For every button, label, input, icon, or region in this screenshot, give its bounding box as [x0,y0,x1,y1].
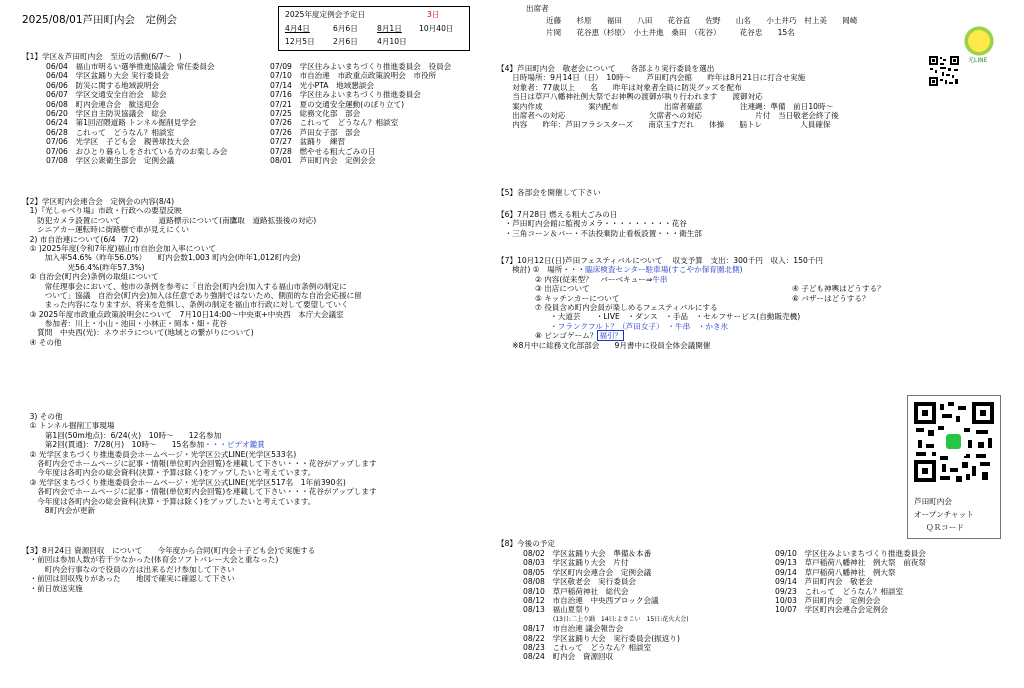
section-7 [497,256,885,350]
text-line: ① トンネル掘削工事現場 [22,421,115,431]
page-title: 2025/08/01芦田町内会 定例会 [22,14,178,26]
text-line: 質問 中央西(光)：ネウボラについて(地域との繋がりについて) [22,328,254,338]
text-line: ・三角コーン＆バー・不法投棄防止看板設置・・・衛生部 [497,228,702,238]
qr-caption-line: オープンチャット [914,510,974,519]
text-line: ・大道芸 ・LIVE ・ダンス ・手品 ・セルフサービス(自動販売機) [497,312,801,322]
text-span: ⑥ バザーはどうする？ [792,293,870,303]
food-item: ・牛串 [659,321,691,331]
section-4 [497,64,839,130]
section-6-heading: 【6】7月28日 燃える粗大ごみの日 [497,210,618,219]
text-line: 町内会行事なので役員の方は出来るだけ参加して下さい [22,564,235,574]
list-item: 07/16 学区住みよいまちづくり推進委員会 [270,90,421,100]
schedule-date: 2月6日 [333,37,358,46]
text-line: 2) 市自治連について(6/4 7/2) [22,234,139,244]
list-item: 09/14 草戸稲荷八幡神社 例大祭 [775,567,896,577]
schedule-date: 8月1日 [377,24,402,33]
section-3-heading-block [22,546,315,593]
text-line: ② 光学区まちづくり推進委員会ホームページ・光学区公式LINE(光学区533名) [22,449,297,459]
list-item: 08/05 学区町内会連合会 定例会議 [523,567,652,577]
text-line: ⑦ 役員含め町内会員が楽しめるフェスティバルにする [497,302,718,312]
text-line: 光56.4%(昨年57.3%) [22,262,145,272]
list-item: 06/04 福山市明るい選挙推進協議会 常任委員会 [46,62,215,71]
text-line: 加入率54.6%（昨年56.0%） 町内会数1,003 町内会(昨年1,012町内会) [22,253,301,263]
text-line: 常任理事会において、他市の条例を参考に「自治会(町内会)加入する福山市条例の制定に [22,281,347,291]
section-7-heading: 【7】10月12日(日)芦田フェスティバルについて 収支予算 支出：300千円 収入：150千円 [497,256,823,265]
section-1-heading: 【1】学区＆芦田町内会 至近の活動(6/7～ ) [22,52,182,61]
text-line: 案内作成 案内配布 出席者確認 注連縄：準備 前日10時～ [497,101,834,111]
text-line: 内容 昨年：芦田フラシスターズ 南京玉すだれ 体操 脳トレ 人員確保 [497,120,831,130]
list-item: 09/14 芦田町内会 敬老会 [775,577,873,587]
text-line: ・前日放送実施 [22,583,83,593]
list-item: 08/02 学区盆踊り大会 準備＆本番 [523,549,652,558]
text-line [497,284,885,293]
text-line: ③ 2025年度市政重点政策説明会について 7月10日14:00～中央東+中央西 本庁大会議室 [22,309,344,319]
schedule-box [278,6,470,51]
text-line: ① )2025年度(令和7年度)福山市自治会加入率について [22,243,216,253]
schedule-title: 2025年度定例会予定日 [285,10,366,19]
gyukushi-text: 牛串 [652,274,668,284]
text-line: ④ その他 [22,337,62,347]
video-link[interactable]: ・・・ビデオ鑑賞 [204,440,265,450]
list-item: 07/14 光小PTA 地域懇談会 [270,80,375,90]
text-line: 防犯カメラ設置について 道路標示について(南鷹取 道路拡張後の対応) [22,215,317,225]
text-line: 今年度は各町内会の総会資料(決算・予算は除く)をアップしたいと考えています。 [22,468,316,478]
text-line [497,331,885,340]
schedule-date: 4月4日 [285,24,310,33]
section-2 [22,197,362,347]
section-4-heading: 【4】芦田町内会 敬老会について 各部より実行委員を選出 [497,64,715,73]
list-item: 06/20 学区自主防災協議会 総会 [46,108,167,118]
list-item: 08/03 学区盆踊り大会 片付 [523,558,629,568]
openchat-qr-panel [907,395,1001,539]
text-line: 8町内会が更新 [22,505,96,515]
list-item: 07/26 芦田女子部 部会 [270,127,361,137]
section-8-right-list [775,549,926,615]
attendees-row: 片岡 花谷恵（杉原） 小土井進 桑田 （花谷） 花谷忠 15名 [546,28,795,37]
text-line: 各町内会でホームページに記事・情報(単位町内会回覧)を連載して下さい・・・花谷がアップします [22,487,377,497]
list-item: 07/06 光学区 子ども会 親善球技大会 [46,137,190,147]
list-item: 07/28 燃やせる粗大ごみの日 [270,146,376,156]
list-item: 08/08 学区敬老会 実行委員会 [523,577,637,587]
list-item: 06/24 第1回沼隈道路 トンネル掘削見学会 [46,118,197,128]
list-item: 09/13 草戸稲荷八幡神社 例大祭 前夜祭 [775,558,926,568]
text-span: ② 内容(従来型？ バーベキュー⇒ [497,274,653,284]
section-5-heading: 【5】各部会を開催して下さい [497,188,601,197]
text-line: ・前回は回収残りがあった 地図で確実に確認して下さい [22,574,235,584]
list-item: 06/06 防災に関する地域説明会 [46,80,160,90]
section-3-other [22,412,377,515]
text-line: まった内容になりますが、将来を危惧し、条例の制定を福山市行政に対して要望していく [22,300,349,310]
section-1-left-list [46,62,227,165]
text-span: ③ 出店について [497,284,590,294]
list-item: 10/03 芦田町内会 定例会会 [775,595,881,605]
text-line: 各町内会でホームページに記事・情報(単位町内会回覧)を連載して下さい・・・花谷がアップします [22,458,377,468]
schedule-count: 3日 [427,10,440,19]
text-span: 検討) ① 場所・・・ [497,265,586,275]
food-item: ・フランクフルト？（芦田女子） [550,321,660,331]
openchat-qr-code [912,400,996,484]
text-line: 出席者への対応 欠席者への対応 片付 当日敬老会終了後 [497,110,839,120]
list-item: 08/22 学区盆踊り大会 実行委員会(振返り) [523,633,680,643]
text-line: 当日は草戸八幡神社例大祭でお神輿の渡御が執り行われます 渡御対応 [497,92,763,102]
list-item: 07/08 学区公衆衛生部会 定例会議 [46,155,175,165]
text-span: ⑤ キッチンカーについて [497,293,620,303]
list-item: 08/24 町内会 資源回収 [523,652,614,662]
text-line: 対象者：77歳以上 名 昨年は対象者全員に防災グッズを配布 [497,82,742,92]
text-line [497,275,885,284]
festival-note: (13日:二上り踊 14日:よさこい 15日:花火大会) [553,615,689,623]
list-item: 08/17 市自治連 議会報告会 [523,624,624,634]
text-line: ※8月中に総務文化部部会 9月書中に役員全体会議開催 [497,340,711,350]
list-item: 07/25 総務文化部 部会 [270,108,361,118]
text-line: 1)『光しゃべり場』市政・行政への要望反映 [22,206,182,216]
list-item: 07/10 市自治連 市政重点政策説明会 市役所 [270,71,437,81]
text-line: シニアカー運転時に街路樹で車が見えにくい [22,225,189,235]
list-item: 08/13 福山夏祭り [523,605,591,615]
text-line: ② 自治会(町内会)条例の取組について [22,272,159,282]
schedule-date: 4月10日 [377,37,407,46]
gakku-line-logo [962,24,996,58]
list-item: 08/01 芦田町内会 定例会会 [270,155,376,165]
logo-caption: 光LINE [968,57,988,64]
list-item: 10/07 学区町内会連合会定例会 [775,605,889,615]
list-item: 08/10 草戸稲荷神社 総代会 [523,586,629,596]
text-line: 今年度は各町内会の総会資料(決算・予算は除く)をアップしたいと考えています。 [22,496,316,506]
text-line: 3) その他 [22,412,63,421]
openchat-icon [946,434,961,449]
text-line: ・前回は参加人数が若干少なかった(体育会ソフトバレー大会と重なった) [22,555,279,565]
list-item: 06/07 学区交通安全自治会 総会 [46,90,167,100]
food-item: ・かき氷 [690,321,729,331]
qr-caption-line: ＱＲコード [926,523,964,532]
text-line: ついて」協議 自治会(町内会)加入は任意であり強制ではないため、側面的な自治会応援に留 [22,290,362,300]
section-3-heading: 【3】8月24日 資源回収 について 今年度から合同(町内会＋子ども会)で実施する [22,546,316,555]
line-qr-code-small [928,55,960,87]
attendees-row: 近藤 杉原 福田 八田 花谷直 佐野 山名 小土井巧 村上美 岡崎 [546,16,858,25]
text-span [497,322,550,331]
list-item: 08/23 これって どうなん？相談室 [523,642,652,652]
list-item: 06/08 町内会連合会 歓送迎会 [46,99,160,109]
text-line: 第1回(50m地点)：6/24(火) 10時～ 12名参加 [22,430,222,440]
schedule-date: 12月5日 [285,37,315,46]
qr-caption-line: 芦田町内会 [914,497,952,506]
section-2-heading: 【2】学区町内会連合会 定例会の内容(8/4) [22,197,175,206]
list-item: 06/28 これって どうなん？相談室 [46,127,175,137]
section-1-right-list [270,62,451,165]
list-item: 09/23 これって どうなん？相談室 [775,586,904,596]
list-item: 08/12 市自治連 中央西ブロック会議 [523,595,659,605]
list-item: 07/06 おひとり暮らしをされている方のお楽しみ会 [46,146,228,156]
text-line: ・芦田町内会館に監視カメラ・・・・・・・・・花谷 [497,219,687,229]
list-item: 07/21 夏の交通安全運動(のぼり立て) [270,99,405,109]
text-line [497,322,885,331]
schedule-date: 10月40日 [419,24,454,33]
text-line: 日時場所：9月14日（日） 10時～ 芦田町内会館 昨年は8月21日に打合せ実施 [497,73,806,83]
section-6 [497,210,702,238]
list-item: 09/10 学区住みよいまちづくり推進委員会 [775,549,926,558]
text-line [497,265,885,274]
text-span: ⑧ ビンゴゲーム？ [497,331,598,341]
text-line: ③ 光学区まちづくり推進委員会ホームページ・光学区公式LINE(光学区517名 1年前390名) [22,477,346,487]
section-8-left-list [523,549,689,662]
list-item: 07/26 これって どうなん？相談室 [270,118,399,128]
text-line: 参加者：川上・小山・池田・小林正・岡本・畑・花谷 [22,319,228,329]
section-8-heading: 【8】今後の予定 [497,539,555,548]
text-line: 第2回(貫通)：7/28(月) 10時～ 15名参加 [22,440,205,450]
text-line [22,440,377,449]
schedule-date: 6月6日 [333,24,358,33]
attendees-label: 出席者 [526,4,549,13]
venue-text: 臨床検査センター駐車場(すこやか保育園北側) [585,265,743,275]
text-span: ④ 子ども神輿はどうする？ [792,284,885,294]
text-line [497,294,885,303]
list-item: 06/04 学区盆踊り大会 実行委員会 [46,71,170,81]
fukubiki-boxed: 福引？ [599,331,623,341]
list-item: 07/09 学区住みよいまちづくり推進委員会 役員会 [270,62,452,71]
list-item: 07/27 盆踊り 練習 [270,137,346,147]
